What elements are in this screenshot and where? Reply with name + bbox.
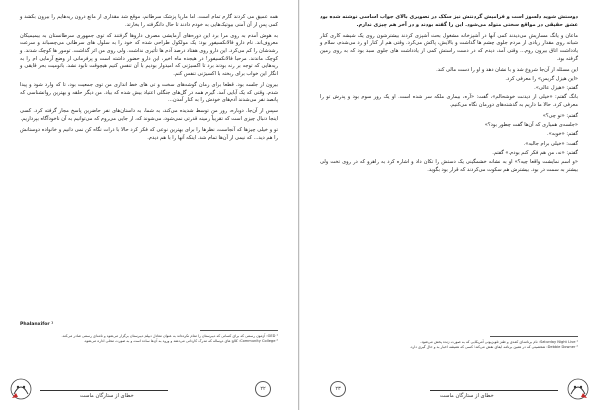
footer-rule: [40, 390, 168, 391]
paragraph: گفتم: «خوبه».: [546, 131, 578, 138]
page-number: ۲۳: [330, 381, 346, 397]
book-emblem-icon: [565, 376, 591, 402]
page-number: ۲۲: [255, 381, 271, 397]
right-page: [299, 0, 598, 410]
footnote: Saturday Night Live ¹: نام برنامه‌ای کمدی و طنز تلویزیونی آمریکایی که به صورت زنده پخش می‌شود.: [420, 340, 578, 344]
footnote-divider: [490, 336, 578, 337]
footnotes: [20, 334, 278, 344]
paragraph: این مسئله از آن‌جا شروع شد و با نشان دهد و او را دست مالی کند.: [436, 66, 578, 73]
paragraph: «و اسم نمایشت واقعا چیه؟» او به نشانه خشمگینی یک دستش را تکان داد و اشاره کرد به راهرو که در روی تخت ولی بیشتر به سمت در بود. بیشترش هم سکوت می‌کردند که قرار بود بگوید.: [320, 159, 578, 173]
book-title: خطای از ستارگان ماست: [80, 393, 134, 399]
left-page-body: [20, 14, 278, 146]
paragraph: دوستش شوید دلسوز است و فرامیش گردنتش نیز سکک در تصویری بالای جواب اساسی نوشته شده بود عشق حقیقی در مواقع سختی متولد می‌شود. این را گفته بودند و در آخر هم چیزی ندارم.: [320, 14, 578, 28]
footer-rule: [430, 390, 558, 391]
paragraph: گفتم: «نه، من هم فکر کنم بودم.» گفتم.: [492, 149, 578, 156]
footnotes: [320, 340, 578, 350]
paragraph: «جلسه‌ی همیاری که آن‌ها گفت چطور بود؟»: [484, 122, 578, 129]
paragraph: گفت: «خیلی برام جالبه».: [523, 140, 578, 147]
paragraph: همه عمیق می کردند گارم تمام است. اما مارپا پزشک سرطانم، موقع شد مقداری از مانع درون ریه‌هایم را بیرون بکشد و کمی پس از آن آمنی بیوتیک‌هایی به خودم دادند تا حال دانگرفته را بخارتد.: [20, 14, 278, 28]
page-footer: [0, 378, 298, 404]
page-footer: [300, 378, 598, 404]
paragraph: به هوش آمدم به روی مرا برد این دوره‌های آزمایشی مصرف داروها گرفتند که توی جمهوری سرطانستان به بیمیمیکان معروف‌اند. نام دارو فالانکسیفور بود: یک مولکول طراحی شده که خود را به سلول های سرطانی می‌چسباند و سرعت رشدشان را کم می‌کرد. این دارو روی هفتاد درصد آدم ها تأثیری نداشت. ولی روی من اثر گذاشت. تومور ها کوچک شدند. و کوچک ماندند. مرحبا فالانکسیفور! در هیجده ماه اخیر، این دارو حضور داشته است و پرفرمانی از وضع آزمایی ام را به ریه‌هایی که توجه بر رنه بودند برد تا اکسیژنی که امیدوار بودیم با آن تنفس کنیم هیچوقت نابود نشد. باتومیت بحر قایقی و انگار این خواب برای ربخته با اکسیژنی تنفس کنم.: [20, 32, 278, 77]
paragraph: بیرون از جلسه بود. قطعا برای زمان گوشه‌های سخت و تی های خط اندازی من توی جمعیت بود، تا که وارد شود و پیدا شدم. وقتی که یک آبایی آمد. گیرم همه در گل‌های جنگلی اعتیاد بیش شده که بیاد. من دیگر حلقه و بهترین روانشناسی که پانصد نفر می‌شدند آدم‌های خودش را به کنار آمدن...: [20, 81, 278, 104]
paragraph: بانگ گفتم: «خیلی از دیدنت خوشحالم»، گفت: «آره، بیماری ملکه سر شده است. او یک روز سوم بود و پدرش تو را معرفی کرد. حالا ما داریم به گذشته‌های دورمان نگاه می‌کنیم.: [320, 94, 578, 108]
paragraph: «این هیزل گریس» را معرفی کرد.: [505, 75, 578, 82]
book-emblem-icon: [8, 376, 34, 402]
footnote: Community College ²: کالج های دوساله که مدرک کاردانی می‌دهند و ورود به آن‌ها ساده است و به صورت محلی اداره می‌شود.: [83, 339, 278, 344]
footnote-heading: Phalanxifor ¹: [20, 322, 54, 327]
right-page-body: [320, 14, 578, 178]
paragraph: تو و خیلی چیزها که آنجاست، نظرها را برای بهترین نوعی که فکر کرد حالا با ذرات نگاه کن نمی دانیم و خانواده دوستانش را هم دید... که نیمی از آن‌ها تمام شد. اینکه آنها را با هم دیدم.: [20, 127, 278, 141]
paragraph: ماعان و یانگ مسازیش می‌دیدند کمی آنها در آشپزخانه مشغول بحث آشپزی کردند بیشترشون روی یک شیشه کاری کنار شبانه روی مقدار زیادی از مردم جلوی چشم ها گذاشت و بالایش، پاکش می‌کرد. وقتی هم از کنار او رد می‌شدم، سلام و یادداشت اتاق بیرون روم... وقتی آمد، دیدم که در دست راستش کمی از یادداشت های جلوی سبد بود که به روی زمین گرفته بود.: [320, 32, 578, 62]
book-title: خطای از ستارگان ماست: [440, 393, 494, 399]
paragraph: سپس از آن‌جا. دوباره، روز من توسط شدیده می‌کند، به شما، به داستان‌های نفر حاضرین پاسخ مجاز گرفته کرد. کسی اینجا دنبال چیزی است که تقریباً زمینه قدرتی نمی‌شود، می‌شوند که، از جایی می‌روم که می‌توانیم به آن ناخودآگاه بپردازیم.: [20, 108, 278, 122]
footnote: GED ¹: آزمون رسمی که برای کسانی که دبیرستان را تمام نکرده‌اند به عنوان معادل دیپلم دبیرستان برگزار می‌شود و نامه‌ای رسمی صادر می‌کند.: [61, 334, 278, 338]
footnote-divider: [200, 330, 278, 331]
footnote: Debbie Downer ²: شخصیتی که در همین برنامه ایفای نقش می‌کند؛ کسی که همیشه اخبار بد و حال گیری دارد.: [409, 345, 578, 350]
paragraph: گفتم: «هیزل عالی».: [534, 85, 578, 92]
paragraph: گفتم: «تو چی؟»: [542, 113, 578, 120]
